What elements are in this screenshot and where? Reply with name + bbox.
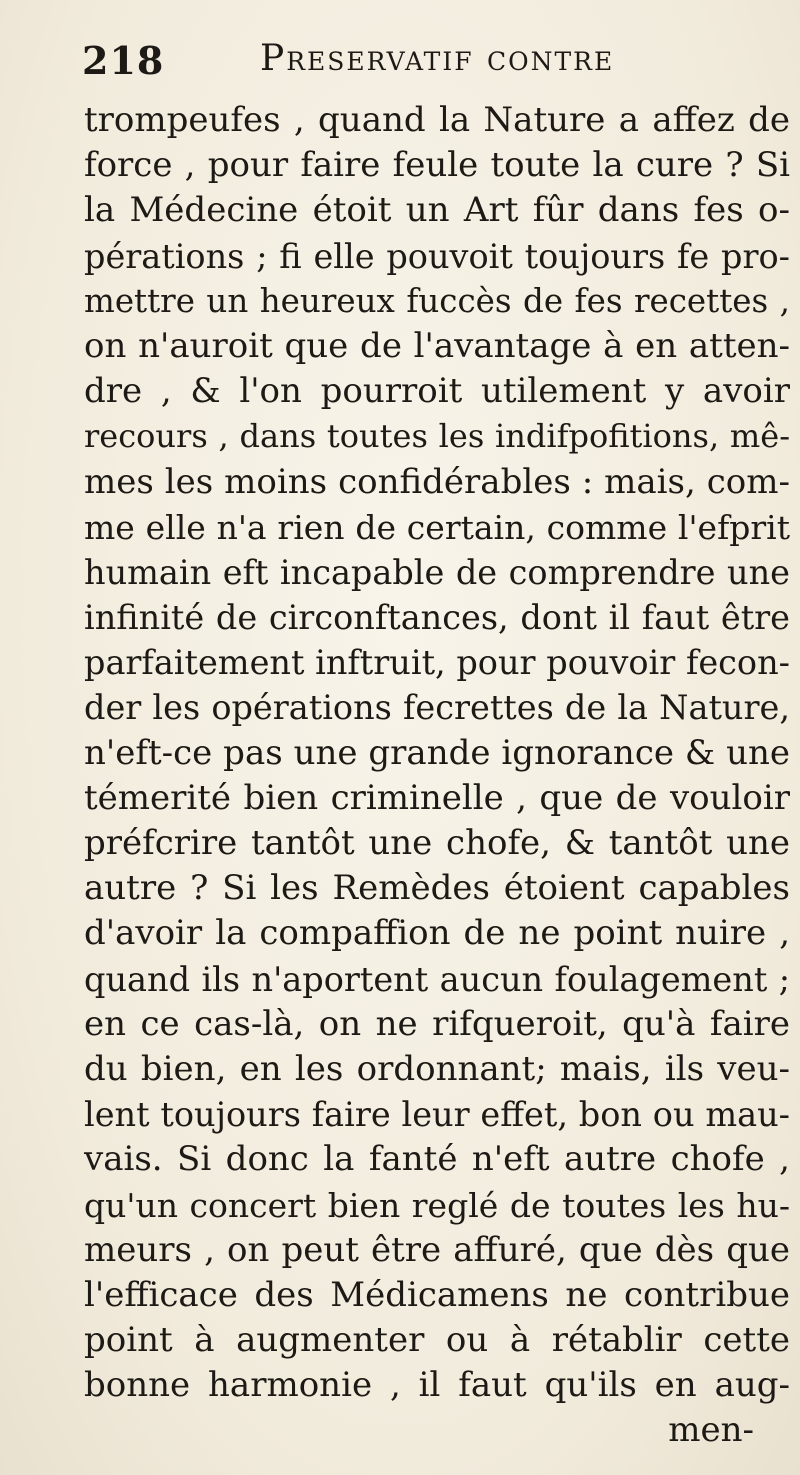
text-line: vais. Si donc la fanté n'eft autre chofe , (84, 1139, 790, 1180)
text-line: préfcrire tantôt une chofe, & tantôt une (84, 823, 790, 863)
text-line: recours , dans toutes les indifpofitions, mê- (84, 417, 790, 456)
text-line: en ce cas-là, on ne rifqueroit, qu'à faire (84, 1003, 790, 1044)
text-line: n'eft-ce pas une grande ignorance & une (84, 732, 790, 773)
text-line: quand ils n'aportent aucun foulagement ; (84, 959, 790, 999)
text-line: autre ? Si les Remèdes étoient capables (84, 868, 790, 909)
text-line: qu'un concert bien reglé de toutes les hu- (84, 1185, 790, 1225)
text-line: dre , & l'on pourroit utilement y avoir (84, 371, 790, 412)
text-line: point à augmenter ou à rétablir cette (84, 1320, 790, 1361)
text-line: bonne harmonie , il faut qu'ils en aug- (84, 1365, 790, 1406)
body-text (84, 98, 790, 1454)
text-line: force , pour faire feule toute la cure ? Si (84, 145, 790, 186)
text-line: mettre un heureux fuccès de fes recettes , (84, 281, 790, 320)
text-line: me elle n'a rien de certain, comme l'efprit (84, 507, 790, 547)
text-line: d'avoir la compaffion de ne point nuire , (84, 913, 790, 954)
text-line: lent toujours faire leur effet, bon ou mau- (84, 1095, 790, 1135)
text-line: trompeufes , quand la Nature a affez de (84, 100, 790, 140)
text-line: infinité de circonftances, dont il faut être (84, 598, 790, 638)
text-line: pérations ; fi elle pouvoit toujours fe pro- (84, 236, 790, 276)
page-header (82, 38, 782, 88)
text-line: parfaitement inftruit, pour pouvoir fecon- (84, 643, 790, 683)
text-line: l'efficace des Médicamens ne contribue (84, 1274, 790, 1315)
text-line: der les opérations fecrettes de la Nature, (84, 688, 790, 728)
text-line: du bien, en les ordonnant; mais, ils veu- (84, 1048, 790, 1089)
text-line: mes les moins confidérables : mais, com- (84, 461, 790, 502)
text-line: on n'auroit que de l'avantage à en atten- (84, 325, 790, 366)
text-line: meurs , on peut être affuré, que dès que (84, 1229, 790, 1270)
text-line: la Médecine étoit un Art fûr dans fes o- (84, 190, 790, 231)
text-line: témerité bien criminelle , que de vouloir (84, 777, 790, 818)
catchword: men- (668, 1410, 754, 1451)
text-line: humain eft incapable de comprendre une (84, 552, 790, 592)
running-title: Preservatif contre (260, 38, 615, 79)
page-number: 218 (82, 38, 165, 83)
